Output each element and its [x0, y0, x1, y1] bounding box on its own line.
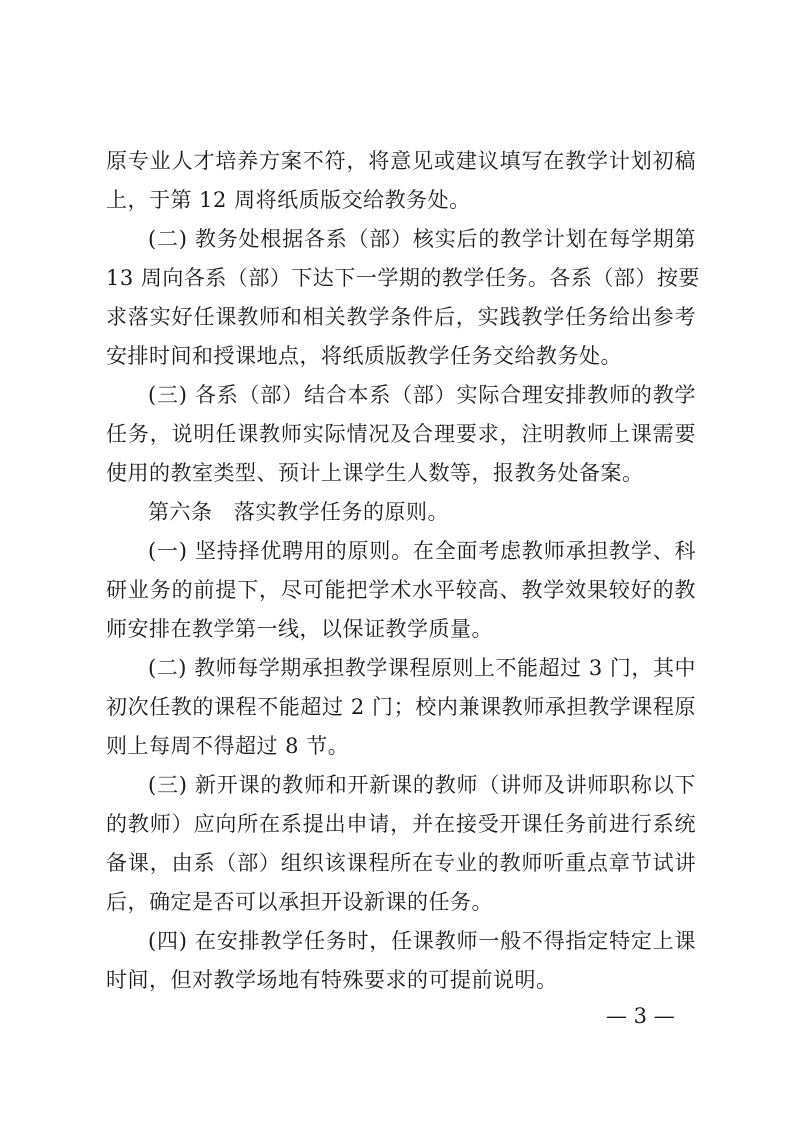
text-line: 则上每周不得超过 8 节。 — [106, 734, 350, 758]
paragraph-first-line: (三) 新开课的教师和开新课的教师（讲师及讲师职称以下 — [148, 773, 696, 797]
text-line: 原专业人才培养方案不符，将意见或建议填写在教学计划初稿 — [106, 149, 696, 173]
paragraph-first-line: (二) 教师每学期承担教学课程原则上不能超过 3 门，其中 — [148, 656, 696, 680]
text-line: 备课，由系（部）组织该课程所在专业的教师听重点章节试讲 — [106, 851, 696, 875]
text-line: 时间，但对教学场地有特殊要求的可提前说明。 — [106, 968, 558, 992]
text-line: 初次任教的课程不能超过 2 门；校内兼课教师承担教学课程原 — [106, 695, 696, 719]
text-line: 求落实好任课教师和相关教学条件后，实践教学任务给出参考 — [106, 305, 696, 329]
text-line: 任务，说明任课教师实际情况及合理要求，注明教师上课需要 — [106, 422, 696, 446]
text-line: 研业务的前提下，尽可能把学术水平较高、教学效果较好的教 — [106, 578, 696, 602]
text-line: 上，于第 12 周将纸质版交给教务处。 — [106, 188, 471, 212]
text-line: 安排时间和授课地点，将纸质版教学任务交给教务处。 — [106, 344, 622, 368]
text-line: 13 周向各系（部）下达下一学期的教学任务。各系（部）按要 — [106, 266, 700, 290]
text-line: 的教师）应向所在系提出申请，并在接受开课任务前进行系统 — [106, 812, 696, 836]
paragraph-first-line: (一) 坚持择优聘用的原则。在全面考虑教师承担教学、科 — [148, 539, 696, 563]
paragraph-first-line: (三) 各系（部）结合本系（部）实际合理安排教师的教学 — [148, 383, 696, 407]
text-line: 使用的教室类型、预计上课学生人数等，报教务处备案。 — [106, 461, 644, 485]
text-line: 师安排在教学第一线，以保证教学质量。 — [106, 617, 493, 641]
page-number: — 3 — — [606, 1004, 675, 1028]
paragraph-first-line: (二) 教务处根据各系（部）核实后的教学计划在每学期第 — [148, 227, 696, 251]
article-heading: 第六条 落实教学任务的原则。 — [148, 500, 449, 524]
text-line: 后，确定是否可以承担开设新课的任务。 — [106, 890, 493, 914]
paragraph-first-line: (四) 在安排教学任务时，任课教师一般不得指定特定上课 — [148, 929, 696, 953]
